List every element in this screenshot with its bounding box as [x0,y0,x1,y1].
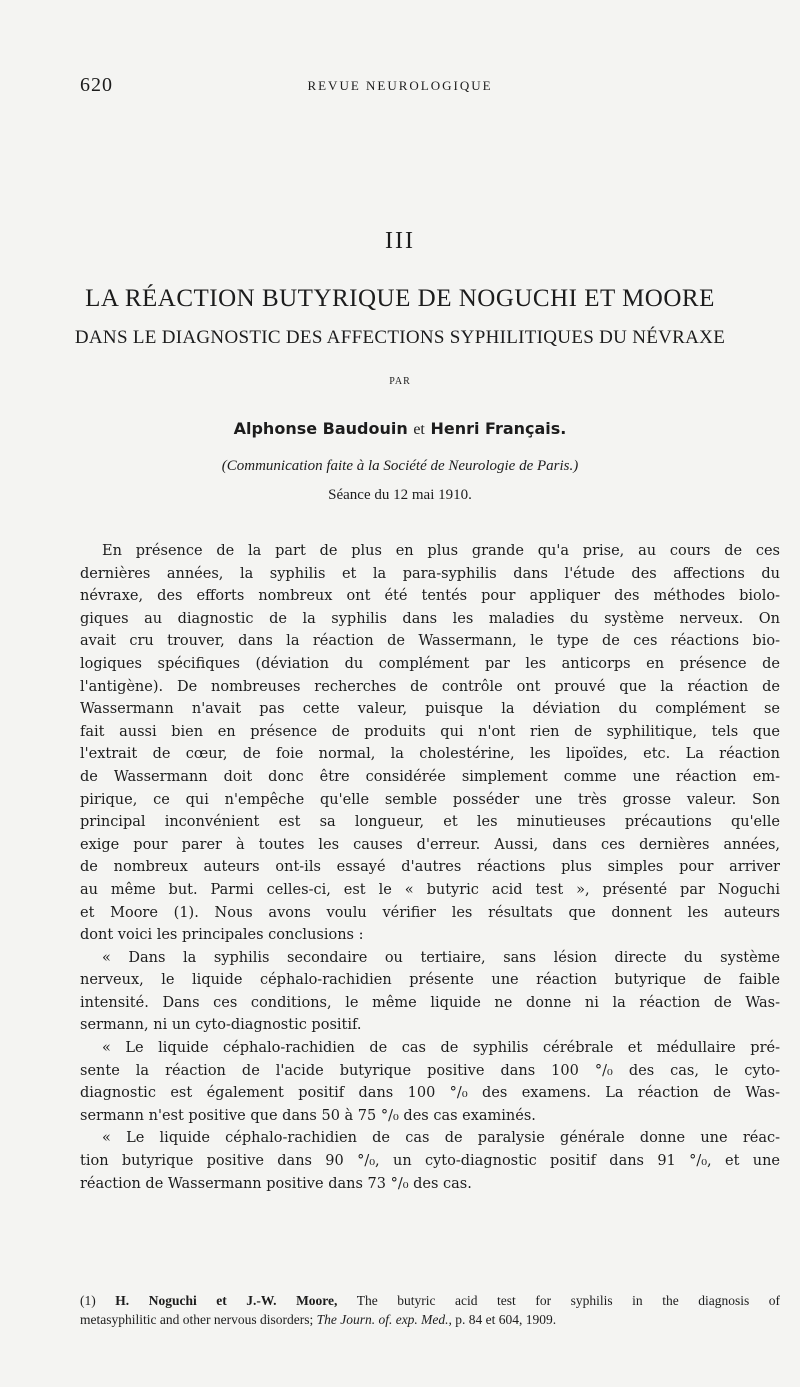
body-line: giques au diagnostic de la syphilis dans les maladies du système nerveux. On [80,610,780,627]
footnote-line-2 [80,1310,780,1329]
body-line: névraxe, des efforts nombreux ont été tentés pour appliquer des méthodes biolo- [80,588,780,605]
author-conjunction: et [413,421,425,438]
journal-title: REVUE NEUROLOGIQUE [307,78,493,93]
footnote [80,1291,780,1329]
body-line: tion butyrique positive dans 90 °/₀, un cyto-diagnostic positif dans 91 °/₀, et une [80,1153,780,1170]
body-line: Wassermann n'avait pas cette valeur, puisque la déviation du complément se [80,701,780,718]
body-line: l'extrait de cœur, de foie normal, la cholestérine, les lipoïdes, etc. La réaction [80,746,780,763]
footnote-pages: p. 84 et 604, 1909. [455,1312,557,1327]
page-number: 620 [80,74,113,96]
body-line: intensité. Dans ces conditions, le même liquide ne donne ni la réaction de Was- [80,994,780,1011]
body-line: sermann n'est positive que dans 50 à 75 °/₀ des cas examinés. [80,1107,536,1124]
body-line: principal inconvénient est sa longueur, et les minutieuses précautions qu'elle [80,814,780,831]
body-line: de Wassermann doit donc être considérée simplement comme une réaction em- [80,768,780,785]
body-text [80,540,780,1195]
body-line: « Dans la syphilis secondaire ou tertiaire, sans lésion directe du système [102,949,780,966]
byline-par: PAR [389,376,411,387]
running-head [80,74,720,98]
article-subtitle: DANS LE DIAGNOSTIC DES AFFECTIONS SYPHILITIQUES DU NÉVRAXE [74,327,726,348]
body-line: sermann, ni un cyto-diagnostic positif. [80,1017,362,1034]
body-line: fait aussi bien en présence de produits qui n'ont rien de syphilitique, tels que [80,723,780,740]
footnote-journal: The Journ. of. exp. Med., [316,1312,452,1327]
body-line: « Le liquide céphalo-rachidien de cas de paralysie générale donne une réac- [102,1130,780,1147]
communication-note: (Communication faite à la Société de Neurologie de Paris.) [221,458,579,474]
body-line: et Moore (1). Nous avons voulu vérifier les résultats que donnent les auteurs [80,904,780,921]
footnote-line-1 [80,1291,780,1310]
body-line: avait cru trouver, dans la réaction de Wassermann, le type de ces réactions bio- [80,633,780,650]
body-line: En présence de la part de plus en plus grande qu'a prise, au cours de ces [102,543,780,559]
body-line: l'antigène). De nombreuses recherches de contrôle ont prouvé que la réaction de [80,678,780,695]
body-line: logiques spécifiques (déviation du complément par les anticorps en présence de [80,655,780,672]
seance-date: Séance du 12 mai 1910. [328,487,472,503]
author-1: Alphonse Baudouin [233,419,408,438]
body-line: de nombreux auteurs ont-ils essayé d'autres réactions plus simples pour arriver [80,859,780,876]
article-title: LA RÉACTION BUTYRIQUE DE NOGUCHI ET MOORE [85,285,715,312]
body-line: diagnostic est également positif dans 100 °/₀ des examens. La réaction de Was- [80,1085,780,1102]
body-line: dernières années, la syphilis et la para-syphilis dans l'étude des affections du [80,565,780,582]
author-2: Henri Français. [430,419,567,438]
body-line: « Le liquide céphalo-rachidien de cas de syphilis cérébrale et médullaire pré- [102,1040,780,1057]
footnote-authors: H. Noguchi et J.-W. Moore, [115,1293,338,1308]
body-line: au même but. Parmi celles-ci, est le « butyric acid test », présenté par Noguchi [80,881,780,898]
body-line: réaction de Wassermann positive dans 73 °/₀ des cas. [80,1175,472,1192]
footnote-title: The butyric acid test for syphilis in the diagnosis of [356,1293,781,1308]
body-line: dont voici les principales conclusions : [80,927,364,944]
body-line: pirique, ce qui n'empêche qu'elle semble posséder une très grosse valeur. Son [80,791,780,808]
footnote-title-cont: metasyphilitic and other nervous disorders; [80,1312,314,1327]
section-number: III [385,228,415,254]
body-line: exige pour parer à toutes les causes d'erreur. Aussi, dans ces dernières années, [80,836,780,853]
body-line: sente la réaction de l'acide butyrique positive dans 100 °/₀ des cas, le cyto- [80,1062,780,1079]
body-line: nerveux, le liquide céphalo-rachidien présente une réaction butyrique de faible [80,972,780,989]
footnote-marker: (1) [80,1293,96,1308]
author-line [0,419,800,439]
